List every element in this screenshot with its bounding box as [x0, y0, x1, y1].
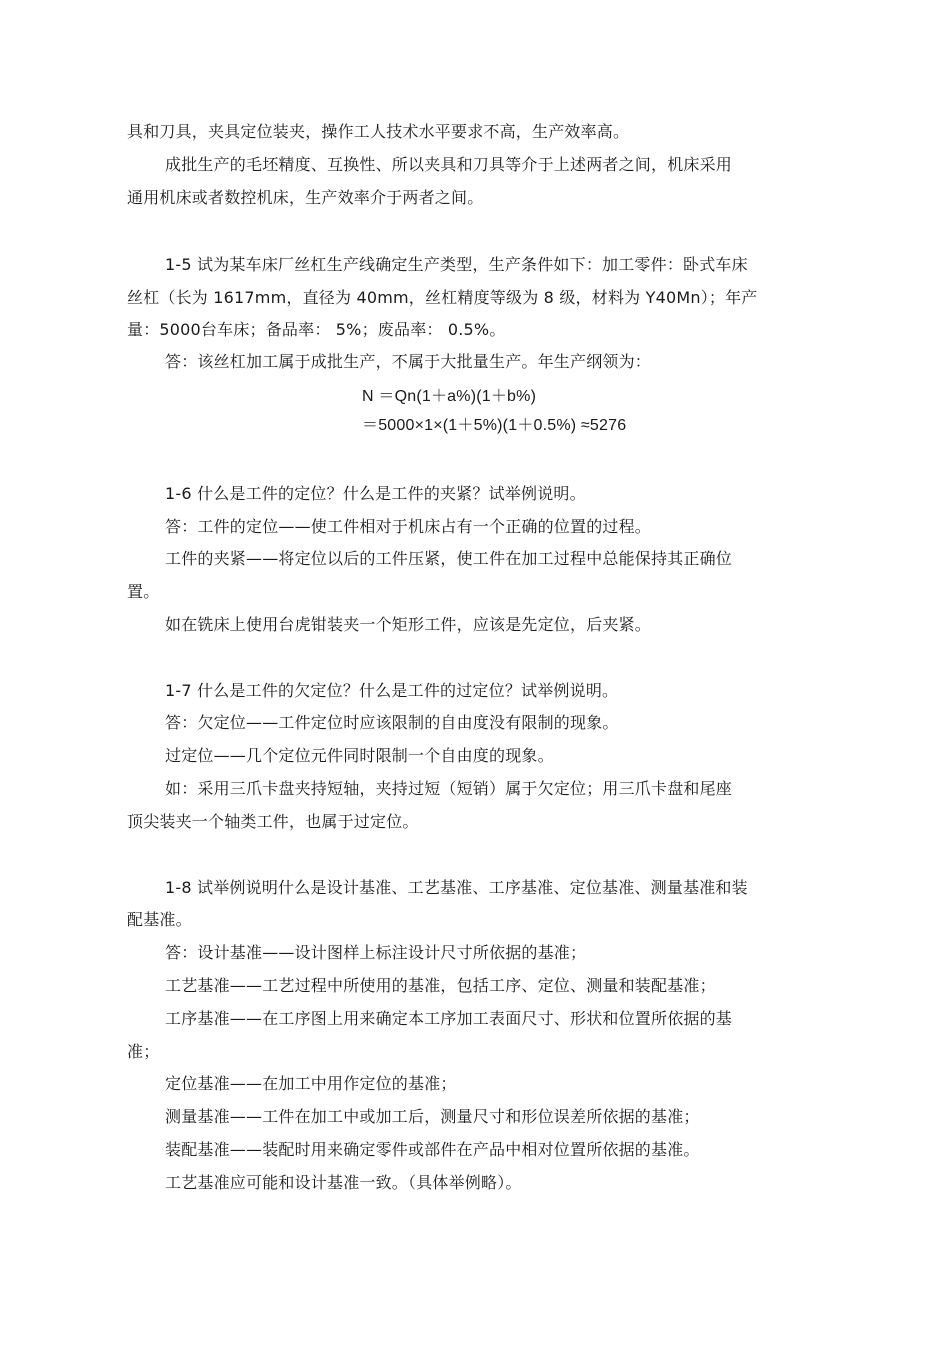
answer-line: 答：欠定位——工件定位时应该限制的自由度没有限制的现象。 — [165, 713, 619, 732]
paragraph-line: 通用机床或者数控机床，生产效率介于两者之间。 — [127, 188, 484, 207]
paragraph-line: 测量基准——工件在加工中或加工后，测量尺寸和形位误差所依据的基准； — [165, 1107, 700, 1126]
paragraph-line: 工艺基准——工艺过程中所使用的基准，包括工序、定位、测量和装配基准； — [165, 976, 716, 995]
formula-line: N ＝Qn(1＋a%)(1＋b%) — [362, 388, 537, 405]
answer-line: 答：设计基准——设计图样上标注设计尺寸所依据的基准； — [165, 943, 587, 962]
paragraph-line: 量：5000台车床；备品率： 5%；废品率： 0.5%。 — [127, 320, 506, 339]
formula-line: ＝5000×1×(1＋5%)(1＋0.5%) ≈5276 — [362, 417, 627, 434]
paragraph-line: 如：采用三爪卡盘夹持短轴，夹持过短（短销）属于欠定位；用三爪卡盘和尾座 — [165, 779, 733, 798]
paragraph-line: 过定位——几个定位元件同时限制一个自由度的现象。 — [165, 746, 554, 765]
paragraph-line: 具和刀具，夹具定位装夹，操作工人技术水平要求不高，生产效率高。 — [127, 122, 630, 141]
paragraph-line: 工件的夹紧——将定位以后的工件压紧，使工件在加工过程中总能保持其正确位 — [165, 549, 733, 568]
paragraph-line: 装配基准——装配时用来确定零件或部件在产品中相对位置所依据的基准。 — [165, 1140, 700, 1159]
paragraph-line: 成批生产的毛坯精度、互换性、所以夹具和刀具等介于上述两者之间，机床采用 — [165, 155, 733, 174]
paragraph-line: 配基准。 — [127, 910, 192, 929]
paragraph-line: 如在铣床上使用台虎钳装夹一个矩形工件，应该是先定位，后夹紧。 — [165, 615, 652, 634]
question-1-5: 1-5 试为某车床厂丝杠生产线确定生产类型，生产条件如下：加工零件：卧式车床 — [165, 255, 748, 274]
paragraph-line: 置。 — [127, 582, 160, 601]
paragraph-line: 工序基准——在工序图上用来确定本工序加工表面尺寸、形状和位置所依据的基 — [165, 1009, 733, 1028]
answer-line: 答：工件的定位——使工件相对于机床占有一个正确的位置的过程。 — [165, 517, 652, 536]
paragraph-line: 丝杠（长为 1617mm，直径为 40mm，丝杠精度等级为 8 级，材料为 Y40Mn）；年产 — [127, 288, 758, 307]
paragraph-line: 准； — [127, 1042, 160, 1061]
paragraph-line: 定位基准——在加工中用作定位的基准； — [165, 1074, 457, 1093]
paragraph-line: 工艺基准应可能和设计基准一致。（具体举例略）。 — [165, 1173, 522, 1192]
paragraph-line: 顶尖装夹一个轴类工件，也属于过定位。 — [127, 812, 419, 831]
question-1-6: 1-6 什么是工件的定位？什么是工件的夹紧？试举例说明。 — [165, 484, 586, 503]
question-1-8: 1-8 试举例说明什么是设计基准、工艺基准、工序基准、定位基准、测量基准和装 — [165, 878, 748, 897]
answer-line: 答：该丝杠加工属于成批生产，不属于大批量生产。年生产纲领为： — [165, 352, 652, 371]
question-1-7: 1-7 什么是工件的欠定位？什么是工件的过定位？试举例说明。 — [165, 681, 619, 700]
